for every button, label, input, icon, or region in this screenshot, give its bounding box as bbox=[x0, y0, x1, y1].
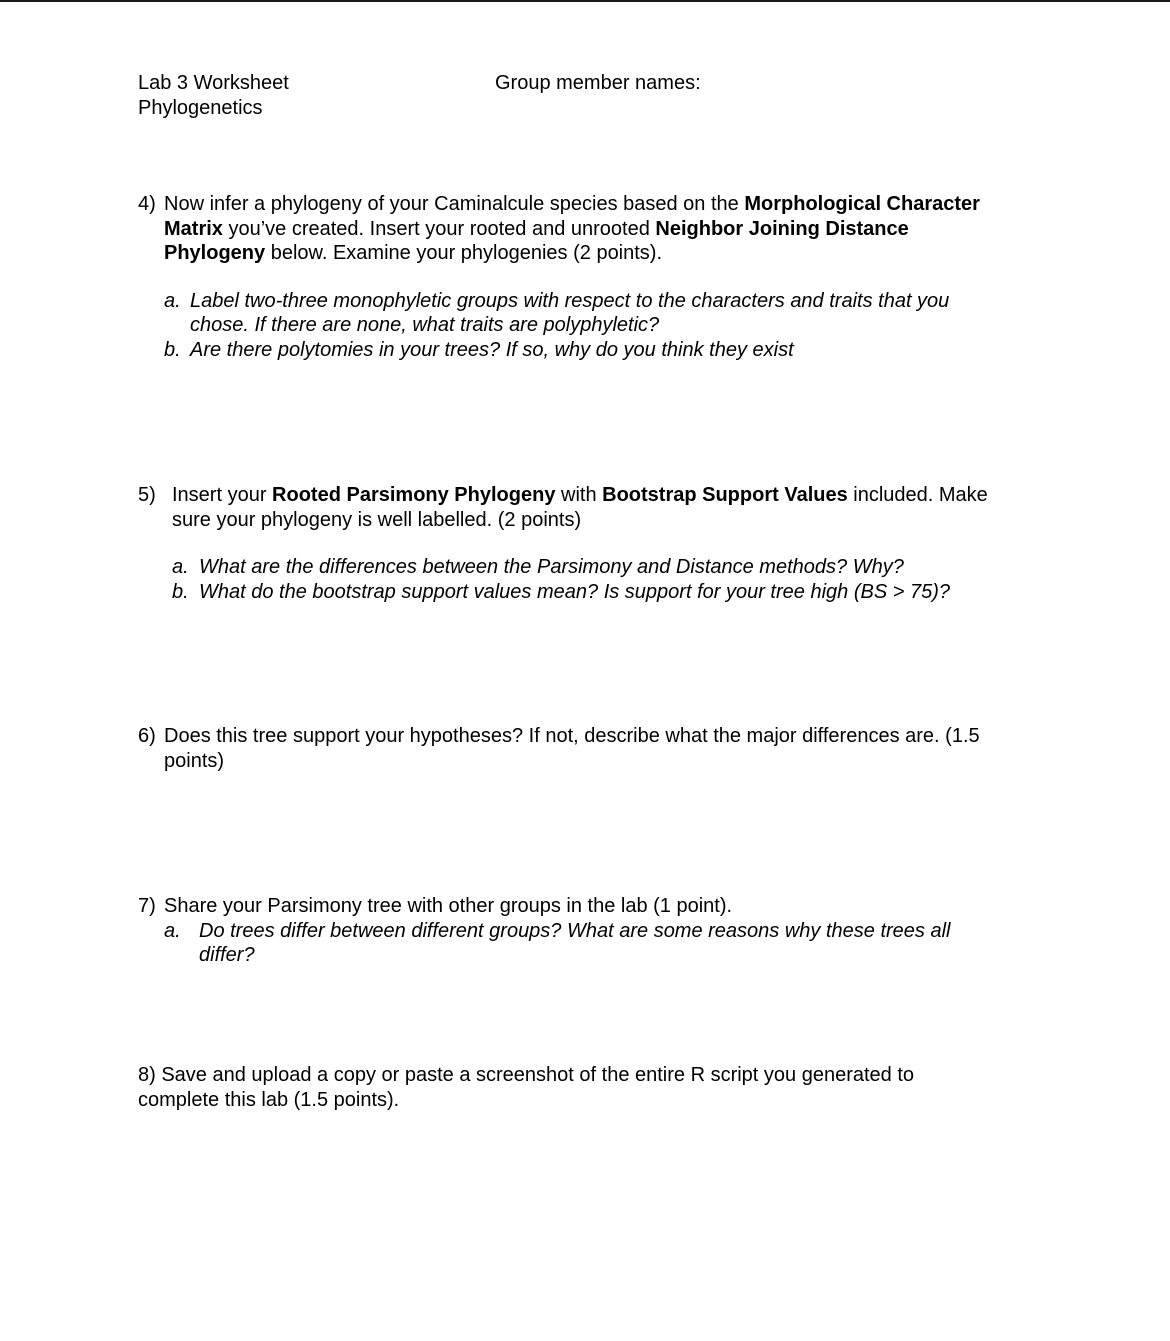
subquestion-text: Label two-three monophyletic groups with respect to the characters and traits that you bbox=[190, 289, 950, 312]
bold-term: Matrix bbox=[164, 217, 223, 240]
question-text: 8) Save and upload a copy or paste a screenshot of the entire R script you generated to bbox=[138, 1064, 915, 1086]
subquestion-b bbox=[138, 580, 1048, 605]
question-text: you’ve created. Insert your rooted and unrooted bbox=[222, 217, 656, 240]
group-member-label: Group member names: bbox=[495, 72, 701, 94]
subquestion-b bbox=[138, 338, 1038, 363]
bold-term: Rooted Parsimony Phylogeny bbox=[272, 484, 556, 506]
question-text: sure your phylogeny is well labelled. (2 points) bbox=[172, 508, 582, 531]
bold-term: Neighbor Joining Distance bbox=[655, 217, 909, 240]
subquestion-marker: b. bbox=[164, 338, 181, 361]
question-text: included. Make bbox=[847, 484, 988, 506]
subquestion-marker: b. bbox=[172, 580, 189, 603]
subquestion-a bbox=[138, 919, 1038, 944]
worksheet-title: Lab 3 Worksheet bbox=[138, 72, 289, 94]
question-number: 5) bbox=[138, 484, 156, 506]
question-number: 7) bbox=[138, 895, 156, 917]
subquestion-text: Are there polytomies in your trees? If so, why do you think they exist bbox=[190, 338, 794, 361]
question-text: Insert your bbox=[172, 484, 273, 506]
subquestion-a bbox=[138, 289, 1038, 314]
question-text: with bbox=[555, 484, 603, 506]
subquestion-text: chose. If there are none, what traits are polyphyletic? bbox=[190, 314, 660, 336]
worksheet-header bbox=[138, 71, 289, 120]
subquestion-marker: a. bbox=[172, 556, 189, 578]
question-text: below. Examine your phylogenies (2 points). bbox=[265, 242, 663, 264]
subquestion-text: Do trees differ between different groups? What are some reasons why these trees all bbox=[199, 919, 951, 942]
question-text: Now infer a phylogeny of your Caminalcule species based on the bbox=[164, 193, 745, 215]
subquestion-marker: a. bbox=[164, 919, 181, 942]
subquestion-text: differ? bbox=[199, 944, 255, 966]
worksheet-subject: Phylogenetics bbox=[138, 96, 263, 119]
top-border bbox=[0, 0, 1170, 2]
question-text: Share your Parsimony tree with other groups in the lab (1 point). bbox=[164, 895, 733, 917]
question-text: Does this tree support your hypotheses? If not, describe what the major differences are. (1.5 bbox=[164, 725, 980, 747]
subquestion-a bbox=[138, 555, 1048, 580]
subquestion-marker: a. bbox=[164, 289, 181, 312]
question-number: 4) bbox=[138, 193, 156, 215]
subquestion-text: What do the bootstrap support values mean? Is support for your tree high (BS > 75)? bbox=[199, 580, 950, 603]
question-5 bbox=[138, 483, 1048, 604]
question-7 bbox=[138, 894, 1038, 968]
bold-term: Phylogeny bbox=[164, 242, 266, 264]
question-6 bbox=[138, 724, 1038, 773]
question-text: points) bbox=[164, 749, 225, 772]
bold-term: Bootstrap Support Values bbox=[602, 484, 848, 506]
question-text: complete this lab (1.5 points). bbox=[138, 1088, 400, 1111]
question-number: 6) bbox=[138, 725, 156, 747]
question-4 bbox=[138, 192, 1038, 362]
subquestion-text: What are the differences between the Parsimony and Distance methods? Why? bbox=[199, 556, 904, 578]
question-8 bbox=[138, 1063, 1038, 1112]
bold-term: Morphological Character bbox=[744, 193, 980, 215]
